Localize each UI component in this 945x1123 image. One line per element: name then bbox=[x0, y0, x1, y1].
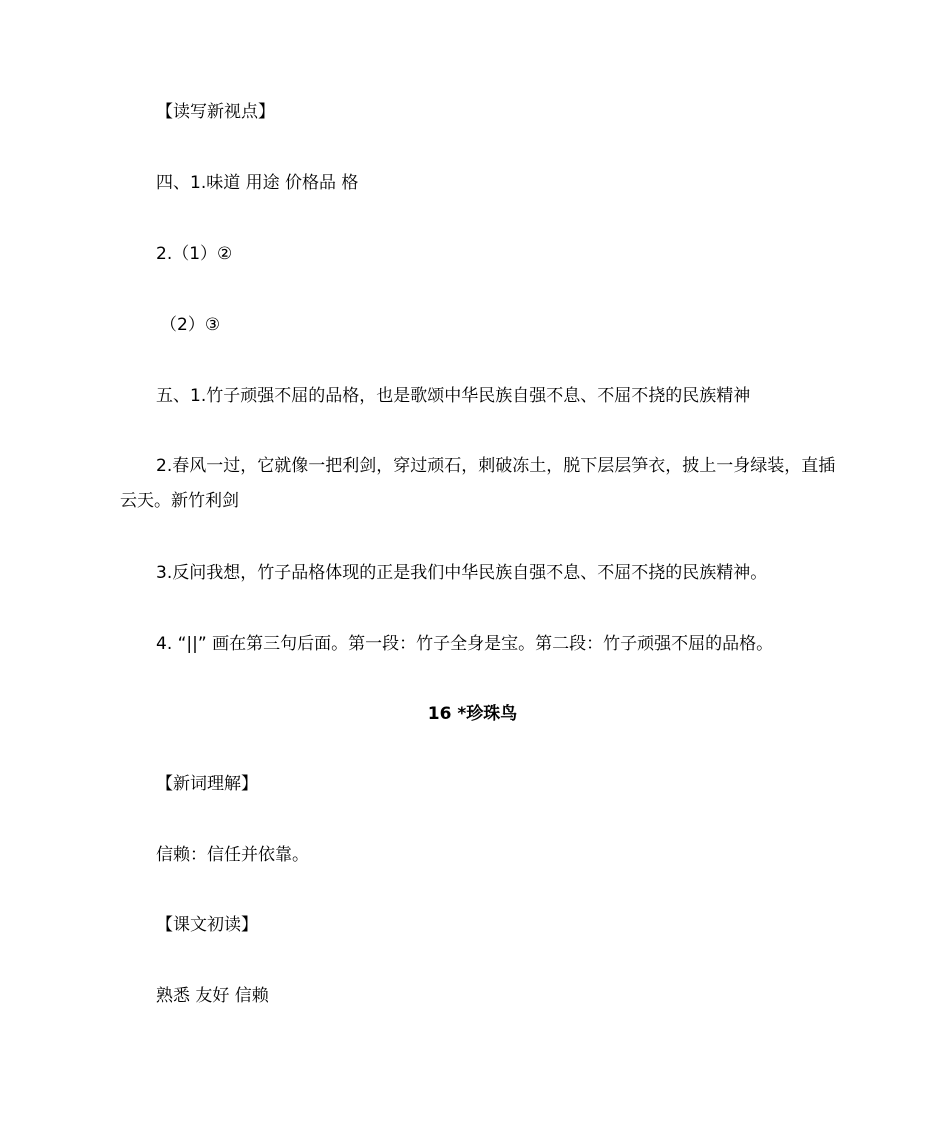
section-heading-new-words: 【新词理解】 bbox=[156, 774, 258, 794]
answer-5-3: 3.反问我想，竹子品格体现的正是我们中华民族自强不息、不屈不挠的民族精神。 bbox=[156, 563, 768, 583]
answer-4-2-2: （2）③ bbox=[160, 315, 221, 335]
answer-4-1: 四、1.味道 用途 价格品 格 bbox=[156, 173, 359, 193]
section-heading-first-reading: 【课文初读】 bbox=[156, 915, 258, 935]
lesson-title: 16 *珍珠鸟 bbox=[427, 704, 518, 724]
answer-5-1: 五、1.竹子顽强不屈的品格，也是歌颂中华民族自强不息、不屈不挠的民族精神 bbox=[156, 386, 751, 406]
answer-4-2-1: 2.（1）② bbox=[156, 244, 233, 264]
answer-5-4: 4. “||” 画在第三句后面。第一段：竹子全身是宝。第二段：竹子顽强不屈的品格。 bbox=[156, 634, 774, 654]
first-reading-answer: 熟悉 友好 信赖 bbox=[156, 986, 269, 1006]
answer-5-2: 2.春风一过，它就像一把利剑，穿过顽石，刺破冻土，脱下层层笋衣，披上一身绿装，直插云天。新竹利剑 bbox=[120, 456, 836, 511]
section-heading-reading-writing: 【读写新视点】 bbox=[156, 102, 275, 122]
new-word-definition: 信赖：信任并依靠。 bbox=[156, 845, 309, 865]
